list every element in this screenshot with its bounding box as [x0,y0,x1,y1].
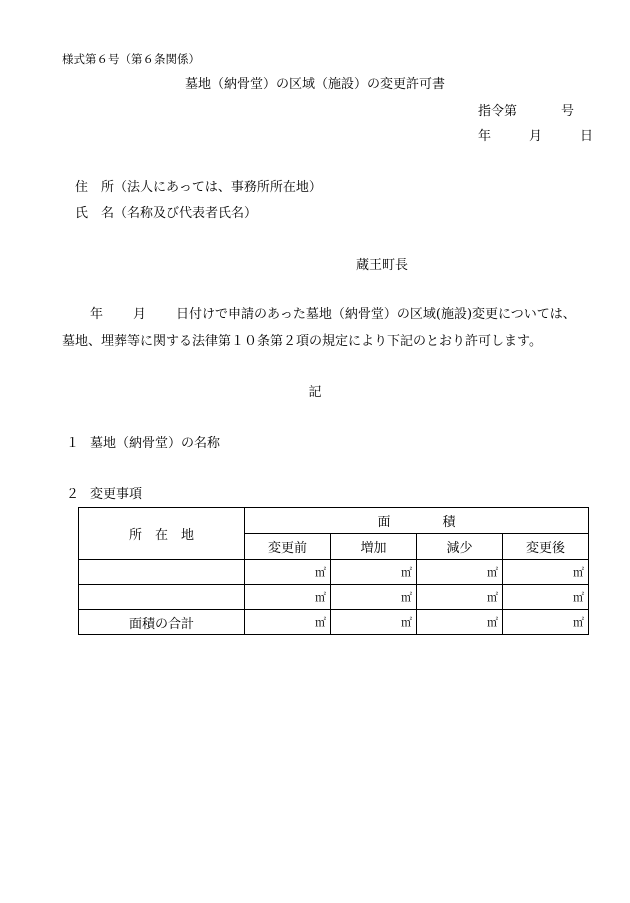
date-day: 日 [580,129,594,144]
body-text-line-1 [90,308,576,321]
subheader-after: 変更後 [503,534,589,560]
location-cell [79,560,245,585]
order-number [478,105,574,118]
body-text-line-2: 墓地、埋葬等に関する法律第１０条第２項の規定により下記のとおり許可します。 [62,334,542,349]
item-number: ２ [66,487,80,502]
form-number: 様式第６号（第６条関係） [62,52,200,66]
unit-cell: ㎡ [503,560,589,585]
unit-cell: ㎡ [331,610,417,635]
table-row [79,585,589,610]
unit-cell: ㎡ [331,560,417,585]
change-table [78,507,589,635]
address-label: 住 所（法人にあっては、事務所所在地） [75,180,322,195]
table-header-row [79,508,589,534]
item-label: 墓地（納骨堂）の名称 [90,436,221,451]
item-label: 変更事項 [90,487,143,502]
location-header: 所 在 地 [79,508,245,560]
unit-cell: ㎡ [417,585,503,610]
unit-cell: ㎡ [245,610,331,635]
table-row [79,560,589,585]
document-title: 墓地（納骨堂）の区域（施設）の変更許可書 [184,77,445,92]
date-year: 年 [478,129,492,144]
unit-cell: ㎡ [245,585,331,610]
issuer-name: 蔵王町長 [356,258,409,273]
ki-heading: 記 [308,385,322,400]
body-line1-rest: 日付けで申請のあった墓地（納骨堂）の区域(施設)変更については、 [176,307,576,322]
subheader-decrease: 減少 [417,534,503,560]
item-number: １ [66,436,80,451]
unit-cell: ㎡ [417,610,503,635]
unit-cell: ㎡ [331,585,417,610]
location-cell [79,585,245,610]
table-total-row [79,610,589,635]
date-line [478,130,593,143]
name-label: 氏 名（名称及び代表者氏名） [75,206,258,221]
order-suffix: 号 [561,104,575,119]
unit-cell: ㎡ [417,560,503,585]
date-month: 月 [529,129,543,144]
unit-cell: ㎡ [245,560,331,585]
subheader-increase: 増加 [331,534,417,560]
area-header: 面 積 [245,508,589,534]
body-year: 年 [90,307,104,322]
total-label: 面積の合計 [79,610,245,635]
body-month: 月 [133,307,147,322]
item-facility-name [66,437,220,450]
unit-cell: ㎡ [503,610,589,635]
order-prefix: 指令第 [478,104,518,119]
item-change-details [66,488,142,501]
unit-cell: ㎡ [503,585,589,610]
subheader-before: 変更前 [245,534,331,560]
